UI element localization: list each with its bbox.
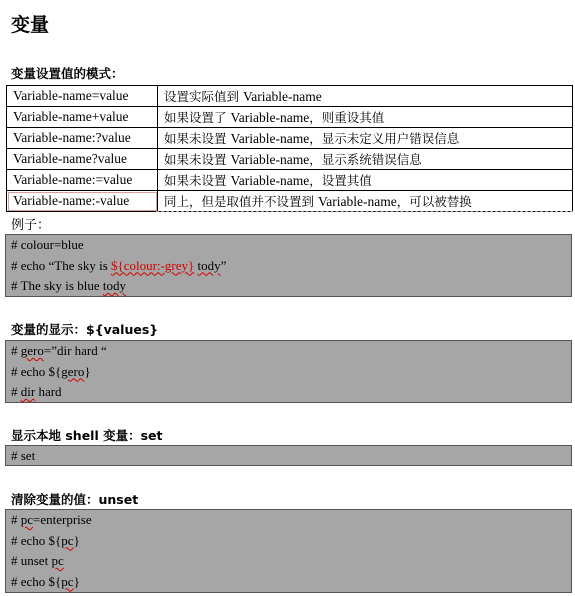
description-cell: 如果未设置 Variable-name，显示未定义用户错误信息 [158,128,573,149]
table-row [7,170,573,191]
code-line: # gero=”dir hard “ [11,343,107,358]
default-value-expression: ${colour:-grey} [111,257,195,273]
code-line: # echo ${pc} [11,532,80,548]
code-line: # echo ${pc} [11,573,80,589]
pattern-cell: Variable-name:=value [7,170,158,191]
description-cell: 同上，但是取值并不设置到 Variable-name，可以被替换 [158,191,573,212]
pattern-cell: Variable-name+value [7,107,158,128]
pattern-cell: Variable-name:-value [7,191,158,212]
table-row [7,149,573,170]
pattern-cell: Variable-name?value [7,149,158,170]
code-line: # colour=blue [11,237,84,252]
local-code-block [5,445,572,466]
description-cell: 设置实际值到 Variable-name [158,86,573,107]
code-line: # The sky is blue tody [11,278,126,293]
dashed-separator [156,211,573,212]
modes-heading: 变量设置值的模式： [11,66,124,81]
unset-heading: 清除变量的值：unset [11,492,139,507]
table-row [7,191,573,212]
example-label: 例子： [11,218,51,233]
code-line: # echo “The sky is ${colour:-grey} tody” [11,257,227,273]
local-variables-heading: 显示本地 shell 变量：set [11,428,163,443]
table-row [7,107,573,128]
code-line: # set [11,448,36,463]
display-heading: 变量的显示：${values} [11,322,159,337]
pattern-cell: Variable-name:?value [7,128,158,149]
code-line: # unset pc [11,553,64,568]
table-row [7,128,573,149]
example-code-block [5,234,572,297]
pattern-cell: Variable-name=value [7,86,158,107]
page-title: 变量 [11,14,50,36]
code-line: # pc=enterprise [11,512,92,527]
unset-code-block [5,509,572,593]
display-code-block [5,340,572,403]
description-cell: 如果设置了 Variable-name，则重设其值 [158,107,573,128]
table-row [7,86,573,107]
code-line: # echo ${gero} [11,363,91,379]
code-line: # dir hard [11,384,62,399]
modes-table [6,85,573,212]
description-cell: 如果未设置 Variable-name，显示系统错误信息 [158,149,573,170]
description-cell: 如果未设置 Variable-name，设置其值 [158,170,573,191]
